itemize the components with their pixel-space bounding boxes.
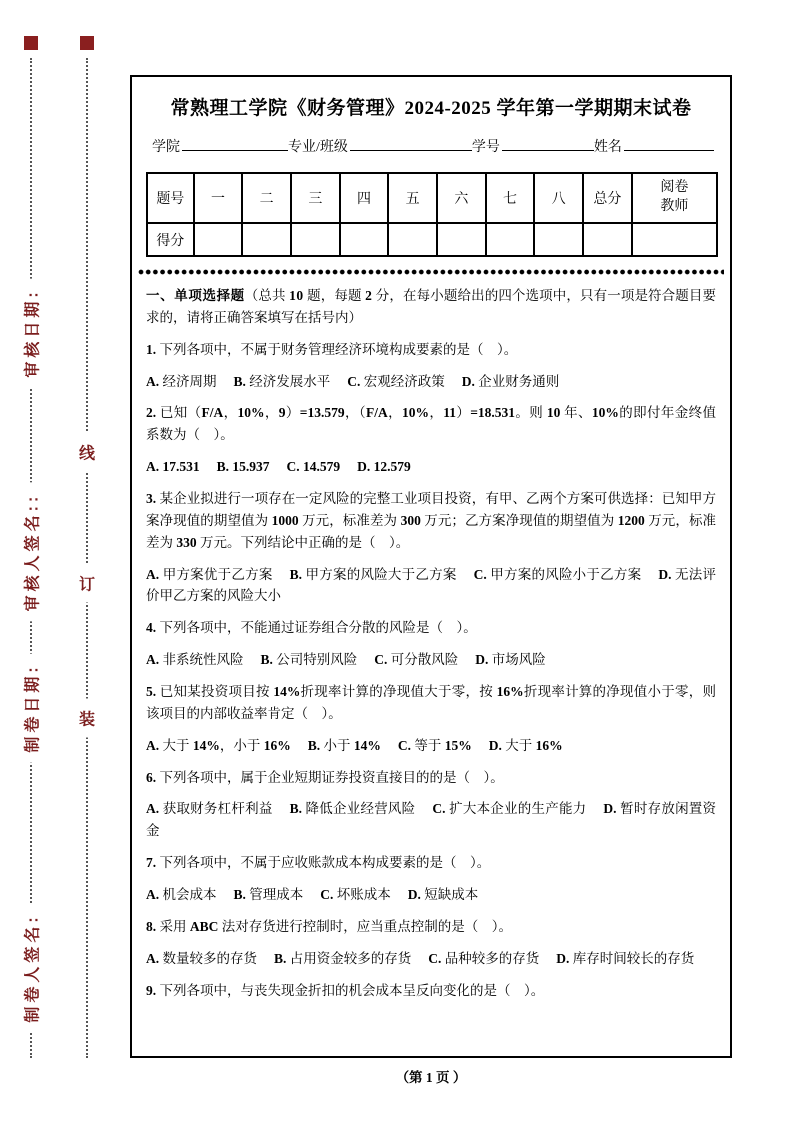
- question-block: [146, 617, 716, 671]
- option-item: B. 甲方案的风险大于乙方案: [289, 566, 457, 582]
- option-item: D. 库存时间较长的存货: [556, 950, 695, 966]
- option-item: D. 12.579: [357, 459, 411, 475]
- exam-title: 常熟理工学院《财务管理》2024-2025 学年第一学期期末试卷: [170, 98, 692, 119]
- question-options: [146, 456, 716, 478]
- question-block: [146, 980, 716, 1002]
- score-cell: [388, 223, 437, 256]
- score-cell: [340, 223, 389, 256]
- option-item: C. 可分散风险: [374, 652, 459, 668]
- score-table: [146, 172, 718, 257]
- grader-label-line1: 阅卷: [660, 180, 689, 196]
- question-block: [146, 852, 716, 906]
- question-stem: 9. 下列各项中，与丧失现金折扣的机会成本呈反向变化的是（ ）。: [146, 982, 545, 998]
- option-item: D. 无法评价甲乙方案的风险大小: [146, 566, 717, 604]
- option-item: B. 经济发展水平: [233, 373, 331, 389]
- blank-line: [502, 136, 594, 151]
- question-block: [146, 488, 716, 607]
- question-stem: 8. 采用 ABC 法对存货进行控制时，应当重点控制的是（ ）。: [146, 918, 513, 934]
- score-col-6: 六: [437, 173, 486, 223]
- option-item: B. 管理成本: [233, 887, 304, 903]
- option-item: C. 品种较多的存货: [428, 950, 540, 966]
- page-footer: （第 1 页 ）: [395, 1070, 467, 1085]
- binding-dotted-line: [86, 58, 88, 1058]
- question-stem: 6. 下列各项中，属于企业短期证券投资直接目的的是（ ）。: [146, 769, 504, 785]
- option-item: A. 数量较多的存货: [146, 950, 257, 966]
- option-item: A. 非系统性风险: [146, 652, 244, 668]
- student-info-row: [152, 136, 710, 156]
- question-stem: 5. 已知某投资项目按 14%折现率计算的净现值大于零，按 16%折现率计算的净现值小于零，则该项目的内部收益率肯定（ ）。: [146, 684, 717, 721]
- corner-mark: [80, 36, 94, 50]
- score-table-corner: 题号: [147, 173, 194, 223]
- option-item: D. 企业财务通则: [461, 373, 560, 389]
- option-item: C. 坏账成本: [320, 887, 391, 903]
- option-item: D. 短缺成本: [407, 887, 479, 903]
- blank-line: [350, 136, 472, 151]
- binding-char-xian: 线: [79, 433, 95, 472]
- info-field-student-id: [472, 136, 594, 156]
- exam-body: [146, 285, 716, 1001]
- info-label: 学号: [471, 140, 500, 155]
- option-item: A. 17.531: [146, 459, 200, 475]
- blank-line: [624, 136, 714, 151]
- section-heading-rest: （总共 10 题，每题 2 分，在每小题给出的四个选项中，只有一项是符合题目要求的，请将正确答案填写在括号内）: [146, 288, 717, 325]
- option-item: D. 市场风险: [475, 652, 546, 668]
- score-cell: [583, 223, 632, 256]
- section-heading-lead: 一、单项选择题: [146, 288, 245, 303]
- option-item: B. 降低企业经营风险: [289, 801, 416, 817]
- option-item: C. 14.579: [286, 459, 341, 475]
- score-cell: [632, 223, 717, 256]
- score-cell: [486, 223, 535, 256]
- question-block: [146, 402, 716, 478]
- corner-mark: [24, 36, 38, 50]
- question-block: [146, 681, 716, 757]
- question-stem: 1. 下列各项中，不属于财务管理经济环境构成要素的是（ ）。: [146, 341, 518, 357]
- option-item: C. 宏观经济政策: [347, 373, 445, 389]
- option-item: B. 15.937: [216, 459, 270, 475]
- question-options: [146, 798, 716, 842]
- info-field-name: [594, 136, 714, 156]
- score-col-5: 五: [388, 173, 437, 223]
- margin-label-reviewer-signature: 审核人签名::: [20, 483, 43, 622]
- option-item: C. 甲方案的风险小于乙方案: [473, 566, 642, 582]
- score-col-4: 四: [340, 173, 389, 223]
- score-cell: [242, 223, 291, 256]
- option-item: D. 大于 16%: [488, 737, 563, 753]
- question-block: [146, 916, 716, 970]
- info-field-major-class: [288, 136, 472, 156]
- option-item: A. 大于 14%，小于 16%: [146, 737, 291, 753]
- info-field-college: [152, 136, 288, 156]
- binding-char-zhuang: 装: [79, 699, 95, 738]
- score-col-7: 七: [486, 173, 535, 223]
- margin-label-paper-date: 制卷日期:: [20, 653, 43, 762]
- question-stem: 2. 已知（F/A，10%，9）=13.579，（F/A，10%，11）=18.531。则 10 年、10%的即付年金终值系数为（ ）。: [146, 405, 717, 443]
- question-stem: 4. 下列各项中，不能通过证券组合分散的风险是（ ）。: [146, 620, 477, 636]
- score-cell: [534, 223, 583, 256]
- score-table-header-row: [147, 173, 717, 223]
- section-heading: [146, 285, 716, 329]
- score-col-3: 三: [291, 173, 340, 223]
- exam-sheet: [130, 75, 732, 1058]
- option-item: A. 获取财务杠杆利益: [146, 801, 273, 817]
- score-cell: [437, 223, 486, 256]
- margin-label-paper-maker-signature: 制卷人签名:: [20, 903, 43, 1032]
- option-item: D. 暂时存放闲置资金: [146, 801, 717, 839]
- option-item: A. 经济周期: [146, 373, 217, 389]
- blank-line: [182, 136, 288, 151]
- question-options: [146, 884, 716, 906]
- option-item: B. 公司特别风险: [260, 652, 358, 668]
- question-options: [146, 735, 716, 757]
- option-item: A. 机会成本: [146, 887, 217, 903]
- question-options: [146, 371, 716, 393]
- score-cell: [194, 223, 243, 256]
- score-table-score-row: [147, 223, 717, 256]
- score-cell: [291, 223, 340, 256]
- option-item: A. 甲方案优于乙方案: [146, 566, 273, 582]
- score-col-2: 二: [242, 173, 291, 223]
- score-col-1: 一: [194, 173, 243, 223]
- question-stem: 7. 下列各项中，不属于应收账款成本构成要素的是（ ）。: [146, 855, 491, 871]
- score-col-8: 八: [534, 173, 583, 223]
- questions-list: [146, 339, 716, 1002]
- option-item: B. 占用资金较多的存货: [274, 950, 412, 966]
- option-item: C. 扩大本企业的生产能力: [432, 801, 587, 817]
- grader-label-line2: 教师: [660, 199, 689, 214]
- score-row-label: 得分: [147, 223, 194, 256]
- info-label: 专业/班级: [288, 140, 348, 155]
- margin-label-review-date: 审核日期:: [20, 278, 43, 387]
- question-block: [146, 339, 716, 393]
- binding-char-ding: 订: [79, 564, 95, 603]
- option-item: B. 小于 14%: [307, 737, 381, 753]
- score-col-grader: [632, 173, 717, 223]
- option-item: C. 等于 15%: [397, 737, 472, 753]
- score-col-total: 总分: [583, 173, 632, 223]
- info-label: 学院: [152, 140, 180, 155]
- question-stem: 3. 某企业拟进行一项存在一定风险的完整工业项目投资，有甲、乙两个方案可供选择：已知甲方案净现值的期望值为 1000 万元，标准差为 300 万元；乙方案净现值的期望值为 1200 万元，标准差为 330 万元。下列结论中正确的是（ ）。: [146, 491, 717, 550]
- info-label: 姓名: [593, 140, 622, 155]
- question-options: [146, 649, 716, 671]
- dotted-separator: [138, 269, 724, 275]
- question-options: [146, 948, 716, 970]
- question-block: [146, 767, 716, 843]
- question-options: [146, 564, 716, 608]
